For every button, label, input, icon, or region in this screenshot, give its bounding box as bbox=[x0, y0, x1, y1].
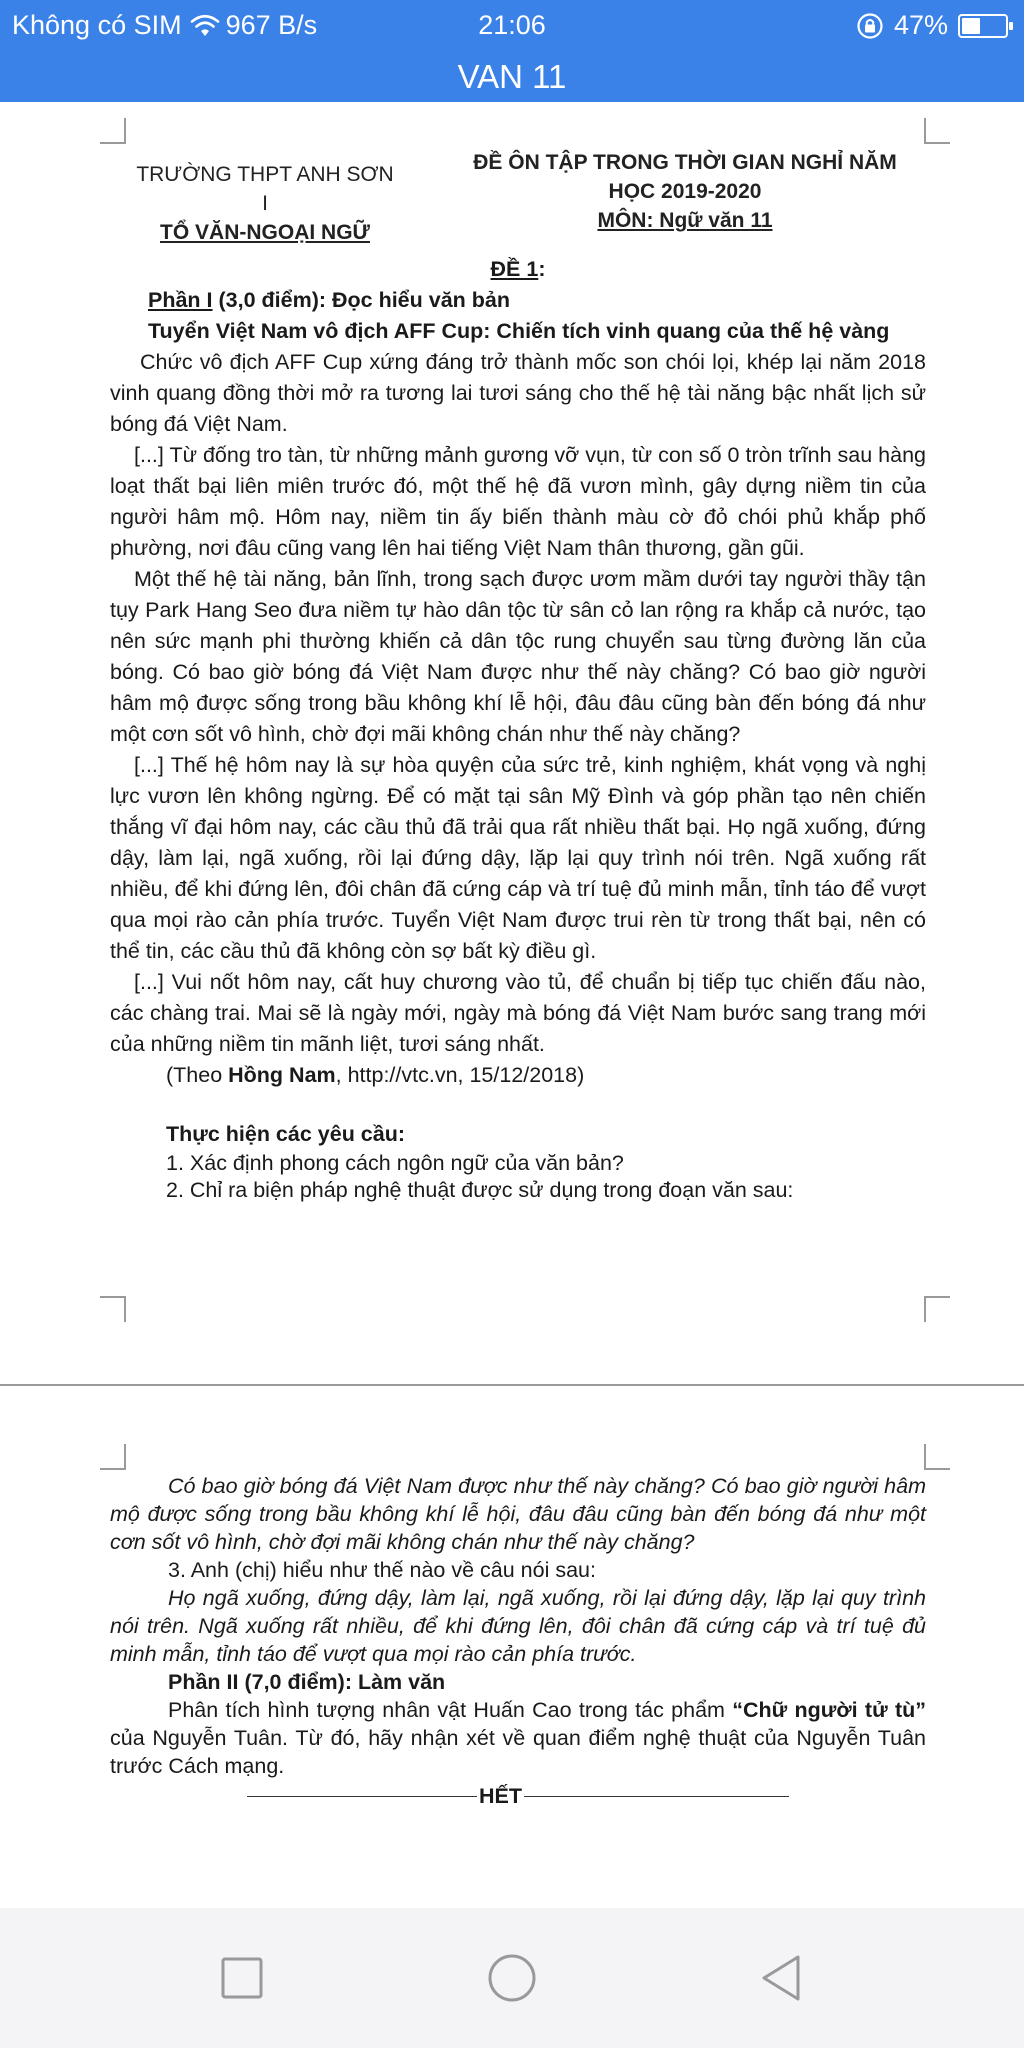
end-dash-left bbox=[247, 1796, 477, 1797]
essay-prefix: Phân tích hình tượng nhân vật Huấn Cao trong tác phẩm bbox=[168, 1698, 733, 1722]
part1-heading bbox=[148, 285, 926, 316]
document-body-page2 bbox=[110, 1472, 926, 1810]
tasks-heading: Thực hiện các yêu cầu: bbox=[166, 1122, 406, 1146]
carrier-text: Không có SIM bbox=[12, 10, 182, 40]
essay-prompt bbox=[110, 1696, 926, 1780]
source-suffix: , http://vtc.vn, 15/12/2018) bbox=[335, 1063, 585, 1087]
de-colon: : bbox=[538, 257, 546, 281]
end-label: HẾT bbox=[479, 1784, 522, 1808]
app-title: VAN 11 bbox=[0, 52, 1024, 102]
source-author: Hồng Nam bbox=[228, 1063, 336, 1087]
part1-rest: (3,0 điểm): Đọc hiểu văn bản bbox=[212, 288, 510, 312]
part2-heading: Phần II (7,0 điểm): Làm văn bbox=[168, 1670, 446, 1694]
paragraph-4: [...] Thế hệ hôm nay là sự hòa quyện của sức trẻ, kinh nghiệm, khát vọng và nghị lực vươn lên không ngừng. Để có mặt tại sân Mỹ Đình và góp phần tạo nên chiến thắng vĩ đại hôm nay, các cầu thủ đã trải qua rất nhiều thất bại. Họ ngã xuống, đứng dậy, làm lại, ngã xuống, rồi lại đứng dậy, lặp lại quy trình nói trên. Ngã xuống rất nhiều, để khi đứng lên, đôi chân đã cứng cáp và trí tuệ đủ minh mẫn, tỉnh táo để vượt qua mọi rào cản phía trước. Tuyển Việt Nam được trui rèn từ trong thất bại, nên có thể tin, các cầu thủ đã không còn sợ bất kỳ điều gì. bbox=[110, 753, 926, 963]
school-header bbox=[135, 160, 395, 247]
exam-header bbox=[440, 148, 930, 235]
network-speed-text: 967 B/s bbox=[225, 10, 318, 40]
paragraph-2: [...] Từ đống tro tàn, từ những mảnh gương vỡ vụn, từ con số 0 tròn trĩnh sau hàng loạt thất bại liên miên trước đó, một thế hệ đã vươn mình, gây dựng niềm tin của người hâm mộ. Hôm nay, niềm tin ấy biến thành màu cờ đỏ chói phủ khắp phố phường, nơi đâu cũng vang lên hai tiếng Việt Nam thân thương, gần gũi. bbox=[110, 443, 926, 560]
paragraph-1: Chức vô địch AFF Cup xứng đáng trở thành mốc son chói lọi, khép lại năm 2018 vinh quang đồng thời mở ra tương lai tươi sáng cho thế hệ tài năng bậc nhất lịch sử bóng đá Việt Nam. bbox=[110, 350, 926, 436]
page-corner-mark bbox=[924, 1296, 950, 1322]
end-dash-right bbox=[524, 1796, 789, 1797]
question-2: 2. Chỉ ra biện pháp nghệ thuật được sử dụng trong đoạn văn sau: bbox=[166, 1178, 794, 1202]
battery-level-fill bbox=[962, 18, 980, 34]
page-corner-mark bbox=[100, 1444, 126, 1470]
document-body-page1 bbox=[110, 254, 926, 1204]
recent-apps-button[interactable] bbox=[212, 1948, 272, 2008]
de-label: ĐỀ 1 bbox=[490, 257, 539, 281]
question-1: 1. Xác định phong cách ngôn ngữ của văn bản? bbox=[166, 1151, 624, 1175]
page-corner-mark bbox=[100, 1296, 126, 1322]
quote-1: Có bao giờ bóng đá Việt Nam được như thế này chăng? Có bao giờ người hâm mộ được sống trong bầu không khí lễ hội, đâu đâu cũng bàn đến bóng đá như một cơn sốt vô hình, chờ đợi mãi không chán như thế này chăng? bbox=[110, 1474, 926, 1554]
home-button[interactable] bbox=[482, 1948, 542, 2008]
paragraph-5: [...] Vui nốt hôm nay, cất huy chương vào tủ, để chuẩn bị tiếp tục chiến đấu nào, các chàng trai. Mai sẽ là ngày mới, ngày mà bóng đá Việt Nam bước sang trang mới của những niềm tin mãnh liệt, tươi sáng nhất. bbox=[110, 970, 926, 1056]
source-prefix: (Theo bbox=[166, 1063, 229, 1087]
rotation-lock-icon bbox=[856, 12, 884, 40]
clock: 21:06 bbox=[478, 10, 546, 40]
article-title: Tuyển Việt Nam vô địch AFF Cup: Chiến tích vinh quang của thế hệ vàng bbox=[148, 319, 890, 343]
essay-suffix: của Nguyễn Tuân. Từ đó, hãy nhận xét về quan điểm nghệ thuật của Nguyễn Tuân trước Cách mạng. bbox=[110, 1726, 926, 1778]
system-nav-bar bbox=[0, 1908, 1024, 2048]
source-citation bbox=[166, 1060, 926, 1091]
exam-title-line1: ĐỀ ÔN TẬP TRONG THỜI GIAN NGHỈ NĂM bbox=[473, 151, 897, 174]
battery-percent-text: 47% bbox=[893, 10, 948, 40]
school-name: TRƯỜNG THPT ANH SƠN I bbox=[136, 163, 394, 215]
part1-label: Phần I bbox=[148, 288, 213, 312]
battery-icon bbox=[958, 14, 1008, 38]
exam-subject: MÔN: Ngữ văn 11 bbox=[597, 209, 773, 232]
page-corner-mark bbox=[924, 1444, 950, 1470]
paragraph-3: Một thế hệ tài năng, bản lĩnh, trong sạch được ươm mầm dưới tay người thầy tận tụy Park Hang Seo đưa niềm tự hào dân tộc từ sân cỏ lan rộng ra khắp cả nước, tạo nên sức mạnh phi thường khiến cả dân tộc rung chuyển sau từng đường lăn của bóng. Có bao giờ bóng đá Việt Nam được như thế này chăng? Có bao giờ người hâm mộ được sống trong bầu không khí lễ hội, đâu đâu cũng bàn đến bóng đá như một cơn sốt vô hình, chờ đợi mãi không chán như thế này chăng? bbox=[110, 567, 926, 746]
department-name: TỔ VĂN-NGOẠI NGỮ bbox=[160, 221, 370, 244]
page-corner-mark bbox=[924, 118, 950, 144]
back-button[interactable] bbox=[752, 1948, 812, 2008]
end-marker bbox=[110, 1782, 926, 1810]
page-corner-mark bbox=[100, 118, 126, 144]
de-heading bbox=[110, 254, 926, 285]
exam-title-line2: HỌC 2019-2020 bbox=[608, 180, 762, 203]
quote-2: Họ ngã xuống, đứng dậy, làm lại, ngã xuống, rồi lại đứng dậy, lặp lại quy trình nói trên. Ngã xuống rất nhiều, để khi đứng lên, đôi chân đã cứng cáp và trí tuệ đủ minh mẫn, tỉnh táo để vượt qua mọi rào cản phía trước. bbox=[110, 1586, 926, 1666]
question-3: 3. Anh (chị) hiểu như thế nào về câu nói sau: bbox=[168, 1558, 596, 1582]
essay-work-title: “Chữ người tử tù” bbox=[732, 1698, 927, 1722]
status-bar bbox=[0, 0, 1024, 52]
page-divider bbox=[0, 1384, 1024, 1386]
